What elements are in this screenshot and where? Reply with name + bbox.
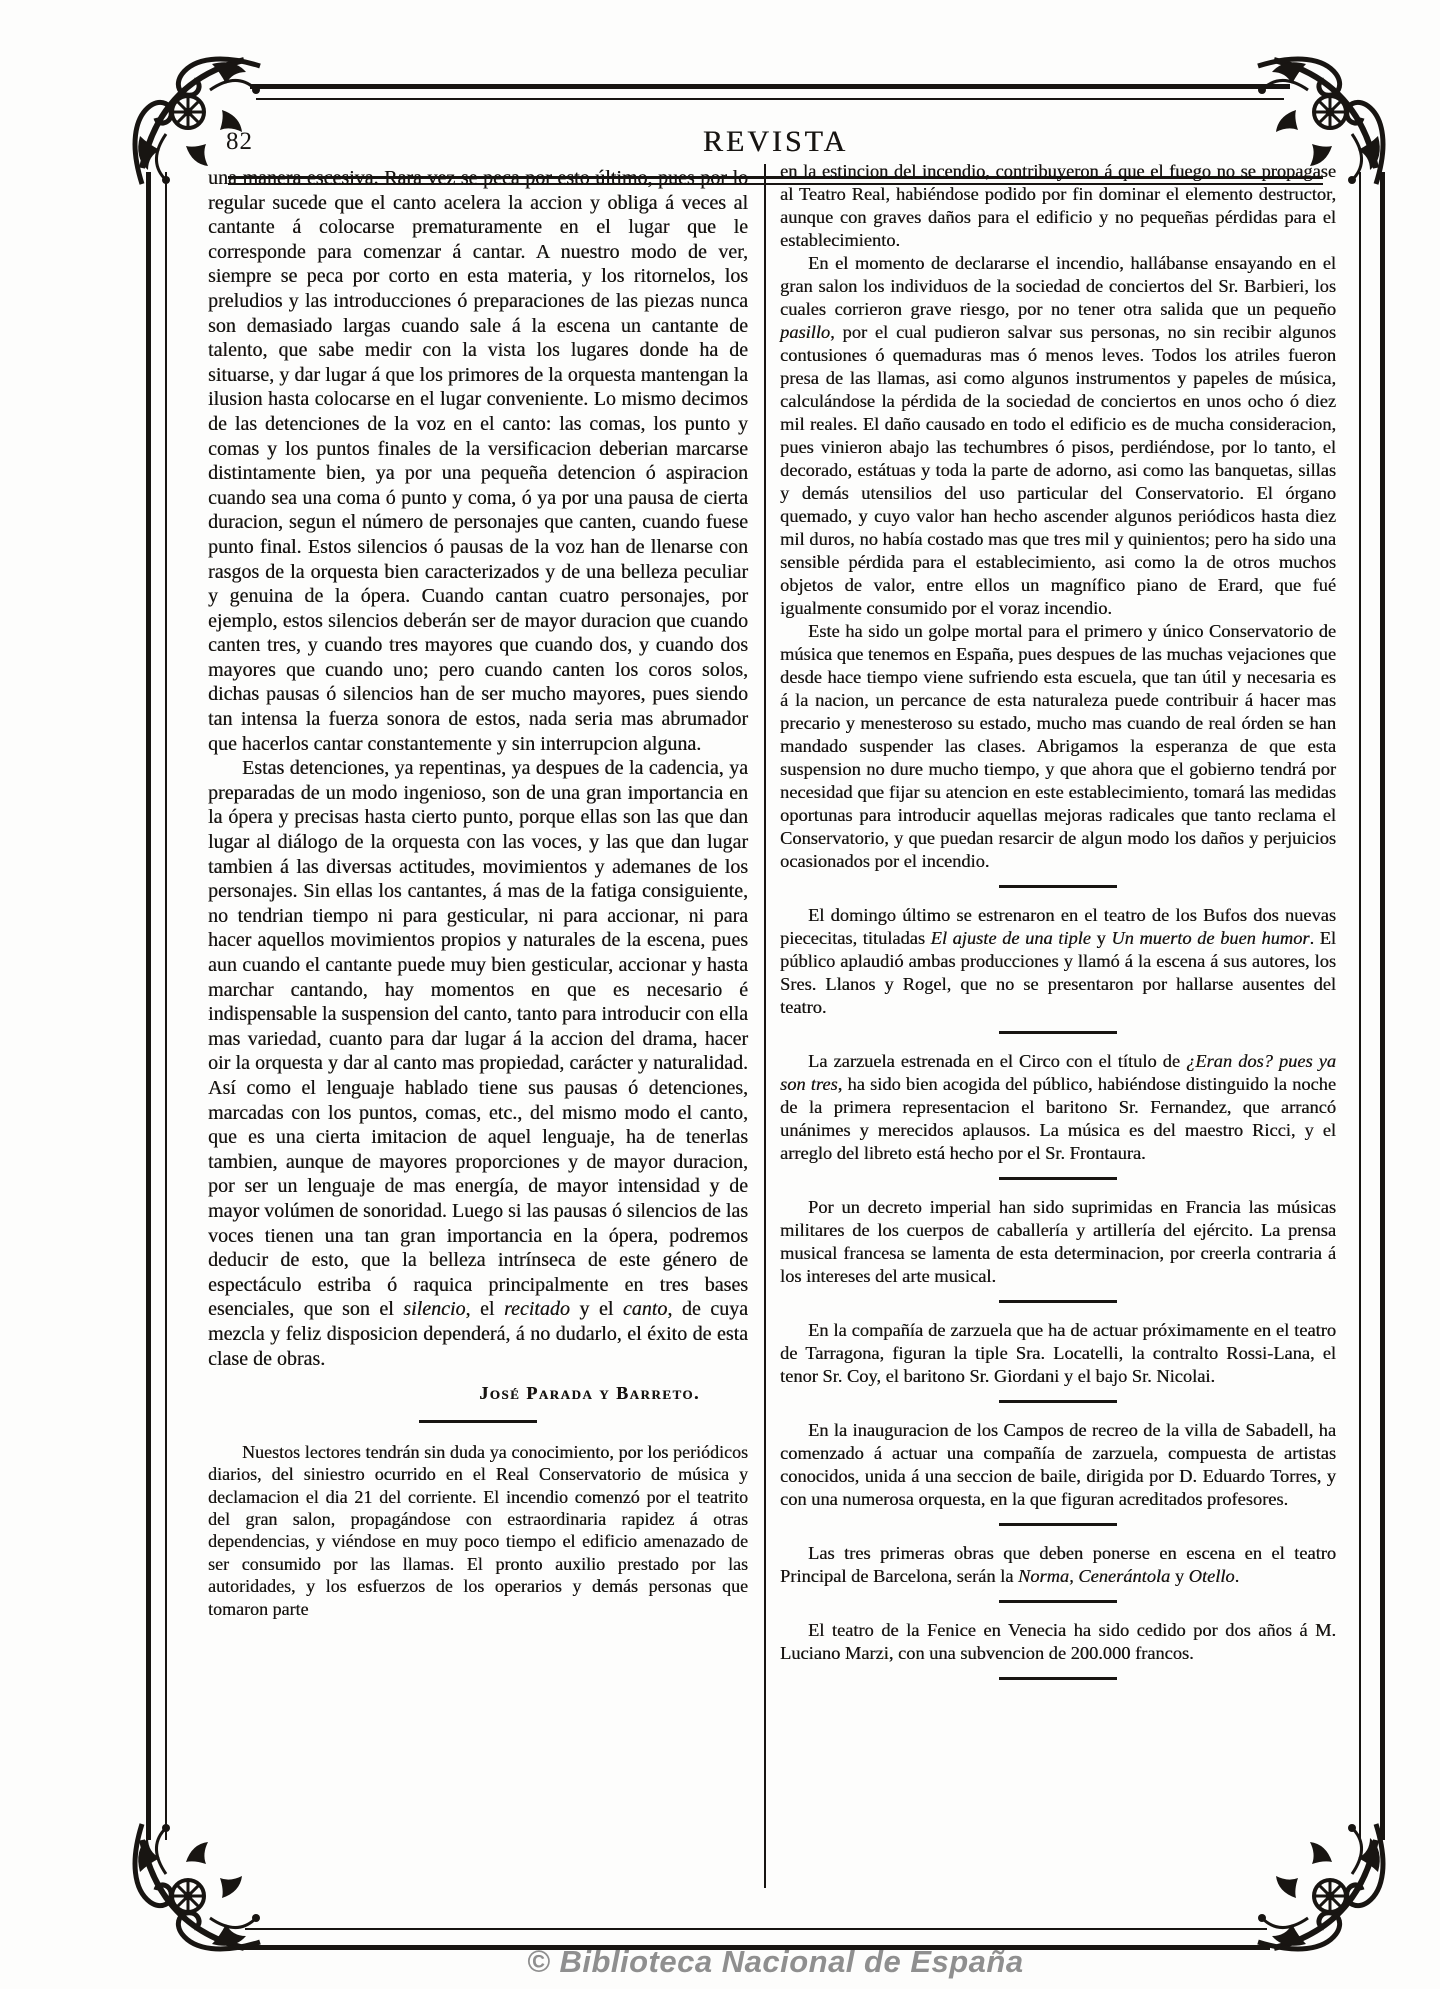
- fire-paragraph-moment: En el momento de declararse el incendio, hallábanse ensayando en el gran salon los individuos de la sociedad de conciertos del Sr. Barbieri, los cuales corrieron grave riesgo, por no tener otra salida que un pequeño pasillo, por el cual pudieron salvar sus personas, no sin recibir algunos contusiones ó quemaduras mas ó menos leves. Todos los atriles fueron presa de las llamas, asi como algunos instrumentos y papeles de música, calculándose la pérdida de la sociedad de conciertos en unos ocho ó diez mil reales. El daño causado en todo el edificio es de mucha consideracion, pues vinieron abajo las techumbres ó pisos, perdiéndose, por lo tanto, el decorado, estátuas y toda la parte de adorno, asi como las banquetas, sillas y demás utensilios del uso particular del Conservatorio. El órgano quemado, y cuyo valor han hecho ascender algunos periódicos hasta diez mil duros, no había costado mas que tres mil y quinientos; pero ha sido una sensible pérdida para el establecimiento, asi como la de otros muchos objetos de valor, entre ellos un magnífico piano de Erard, que fué igualmente consumido por el voraz incendio.: [780, 253, 1336, 618]
- fire-paragraph-continuation: en la estincion del incendio, contribuyeron á que el fuego no se propagase al Teatro Real, habiéndose podido por fin dominar el elemento destructor, aunque con graves daños para el edificio y no pequeñas pérdidas para el establecimiento.: [780, 161, 1336, 250]
- masthead-title: REVISTA: [702, 125, 849, 158]
- article-paragraph-detenciones: Estas detenciones, ya repentinas, ya despues de la cadencia, ya preparadas de un modo ingenioso, son de una gran importancia en la ópera y precisas hasta cierto punto, porque ellas son las que dan lugar al diálogo de la orquesta con las voces, y las que dan lugar tambien á las diversas actitudes, movimientos y ademanes de los personajes. Sin ellas los cantantes, á mas de la fatiga consiguiente, no tendrian tiempo ni para gesticular, ni para accionar, ni para hacer aquellos movimientos propios y naturales de la escena, pues aun cuando el cantante puede muy bien gesticular, accionar y hasta marchar cantando, hay momentos en que es necesario é indispensable la suspension del canto, tanto para introducir con ella mas variedad, cuanto para dar lugar á la accion del drama, hacer oir la orquesta y dar al canto mas propiedad, carácter y naturalidad. Así como el lenguaje hablado tiene sus pausas ó detenciones, marcadas con los puntos, comas, etc., del mismo modo el canto, que es una cierta imitacion de aquel lenguaje, ha de tenerlas tambien, aunque de mayores proporciones y de mayor duracion, por ser un lenguaje de mas energía, de mayor intensidad y de mayor volúmen de sonoridad. Luego si las pausas ó silencios de las voces tienen una tan gran importancia en la ópera, podremos deducir de esto, que la belleza intrínseca de este género de espectáculo estriba ó raquica principalmente en tres bases esenciales, que son el silencio, el recitado y el canto, de cuya mezcla y feliz disposicion dependerá, á no dudarlo, el éxito de esta clase de obras.: [208, 757, 748, 1370]
- section-separator-rule: [999, 885, 1117, 888]
- frame-bottom-thin-rule: [245, 1928, 1267, 1930]
- frame-right-thin-rule: [1359, 172, 1361, 1840]
- frame-left-thick-rule: [146, 172, 151, 1840]
- section-separator-rule: [999, 1523, 1117, 1526]
- news-item-circo: La zarzuela estrenada en el Circo con el título de ¿Eran dos? pues ya son tres, ha sido bien acogida del público, habiéndose distinguido la noche de la primera representacion el baritono Sr. Fernandez, que arrancó unánimes y merecidos aplausos. La música es del maestro Ricci, y el arreglo del libreto está hecho por el Sr. Frontaura.: [780, 1051, 1336, 1163]
- section-separator-rule: [999, 1400, 1117, 1403]
- left-column: [208, 166, 748, 1620]
- page-number: 82: [226, 128, 253, 155]
- fire-paragraph-mortal-blow: Este ha sido un golpe mortal para el primero y único Conservatorio de música que tenemos en España, pues despues de las muchas vejaciones que desde hace tiempo viene sufriendo esta escuela, que tan útil y necesaria es á la nacion, un percance de esta naturaleza puede contribuir á hacer mas precario y menesteroso su estado, mucho mas cuando de real órden se han mandado suspender las clases. Abrigamos la esperanza de que esta suspension no dure mucho tiempo, y que ahora que el gobierno tendrá por necesidad que fijar su atencion en este establecimiento, tomará las medidas oportunas para introducir aquellas mejoras radicales que tanto reclama el Conservatorio, y que puedan resarcir de algun modo los daños y perjuicios ocasionados por el incendio.: [780, 621, 1336, 871]
- news-item-tarragona: En la compañía de zarzuela que ha de actuar próximamente en el teatro de Tarragona, figuran la tiple Sra. Locatelli, la contralto Rossi-Lana, el tenor Sr. Coy, el baritono Sr. Giordani y el bajo Sr. Nicolai.: [780, 1320, 1336, 1386]
- section-separator-rule: [999, 1300, 1117, 1303]
- news-item-francia: Por un decreto imperial han sido suprimidas en Francia las músicas militares de los cuerpos de caballería y artillería del ejército. La prensa musical francesa se lamenta de esta determinacion, por creerla contraria á los intereses del arte musical.: [780, 1197, 1336, 1286]
- section-separator-rule: [999, 1600, 1117, 1603]
- column-divider-rule: [764, 164, 766, 1888]
- frame-right-thick-rule: [1380, 172, 1385, 1840]
- frame-left-thin-rule: [165, 172, 167, 1840]
- news-item-venecia: El teatro de la Fenice en Venecia ha sido cedido por dos años á M. Luciano Marzi, con una subvencion de 200.000 francos.: [780, 1620, 1336, 1663]
- corner-ornament-bottom-right: [1252, 1818, 1392, 1958]
- news-item-barcelona: Las tres primeras obras que deben ponerse en escena en el teatro Principal de Barcelona, serán la Norma, Cenerántola y Otello.: [780, 1543, 1336, 1586]
- frame-top-thick-rule: [250, 84, 1290, 89]
- section-separator-rule: [419, 1420, 537, 1423]
- news-paragraph-conservatorio-fire: Nuestos lectores tendrán sin duda ya conocimiento, por los periódicos diarios, del siniestro ocurrido en el Real Conservatorio de música y declamacion el dia 21 del corriente. El incendio comenzó por el teatrito del gran salon, propagándose con estraordinaria rapidez á otras dependencias, y viéndose en muy poco tiempo el edificio amenazado de ser consumido por las llamas. El pronto auxilio prestado por las autoridades, y los esfuerzos de los operarios y demás personas que tomaron parte: [208, 1441, 748, 1619]
- frame-top-thin-rule: [256, 98, 1284, 100]
- section-separator-rule: [999, 1031, 1117, 1034]
- section-separator-rule: [999, 1677, 1117, 1680]
- author-signature: José Parada y Barreto.: [479, 1383, 700, 1404]
- article-paragraph-continuation: una manera escesiva. Rara vez se peca por esto último, pues por lo regular sucede que el canto acelera la accion y obliga á veces al cantante á colocarse prematuramente en el lugar que le corresponde para comenzar á cantar. A nuestro modo de ver, siempre se peca por corto en esta materia, y los ritornelos, los preludios y las introducciones ó preparaciones de las piezas nunca son demasiado largas cuando sale á la escena un cantante de talento, que sabe medir con la vista los lugares donde ha de situarse, y dar lugar á que los primores de la orquesta mantengan la ilusion hasta colocarse en el lugar conveniente. Lo mismo decimos de las detenciones de la voz en el canto: las comas, los punto y comas y los puntos finales de la versificacion deberian marcarse distintamente bien, ya por una pequeña detencion ó aspiracion cuando sea una coma ó punto y coma, ó ya por una pausa de cierta duracion, segun el número de personajes que canten, cuando fuese punto final. Estos silencios ó pausas de la voz han de llenarse con rasgos de la orquesta bien caracterizados y de una belleza peculiar y genuina de la ópera. Cuando cantan cuatro personajes, por ejemplo, estos silencios deberán ser de mayor duracion que cuando canten tres, y cuando tres mayores que cuando dos, y cuando dos mayores que cuando uno; pero cuando canten los coros solos, dichas pausas ó silencios han de ser mucho mayores, pues siendo tan intensa la fuerza sonora de estos, nada seria mas abrumador que hacerlos cantar constantemente y sin interrupcion alguna.: [208, 167, 748, 755]
- section-separator-rule: [999, 1177, 1117, 1180]
- news-item-sabadell: En la inauguracion de los Campos de recreo de la villa de Sabadell, ha comenzado á actuar una compañía de zarzuela, compuesta de artistas conocidos, unida á una seccion de baile, dirigida por D. Eduardo Torres, y con una numerosa orquesta, en la que figuran acreditados profesores.: [780, 1420, 1336, 1509]
- corner-ornament-bottom-left: [126, 1818, 266, 1958]
- library-watermark: © Biblioteca Nacional de España: [527, 1944, 1024, 1979]
- right-column: [780, 160, 1336, 1696]
- news-item-bufos: El domingo último se estrenaron en el teatro de los Bufos dos nuevas piececitas, tituladas El ajuste de una tiple y Un muerto de buen humor. El público aplaudió ambas producciones y llamó á la escena á sus autores, los Sres. Llanos y Rogel, que no se presentaron por hallarse ausentes del teatro.: [780, 905, 1336, 1017]
